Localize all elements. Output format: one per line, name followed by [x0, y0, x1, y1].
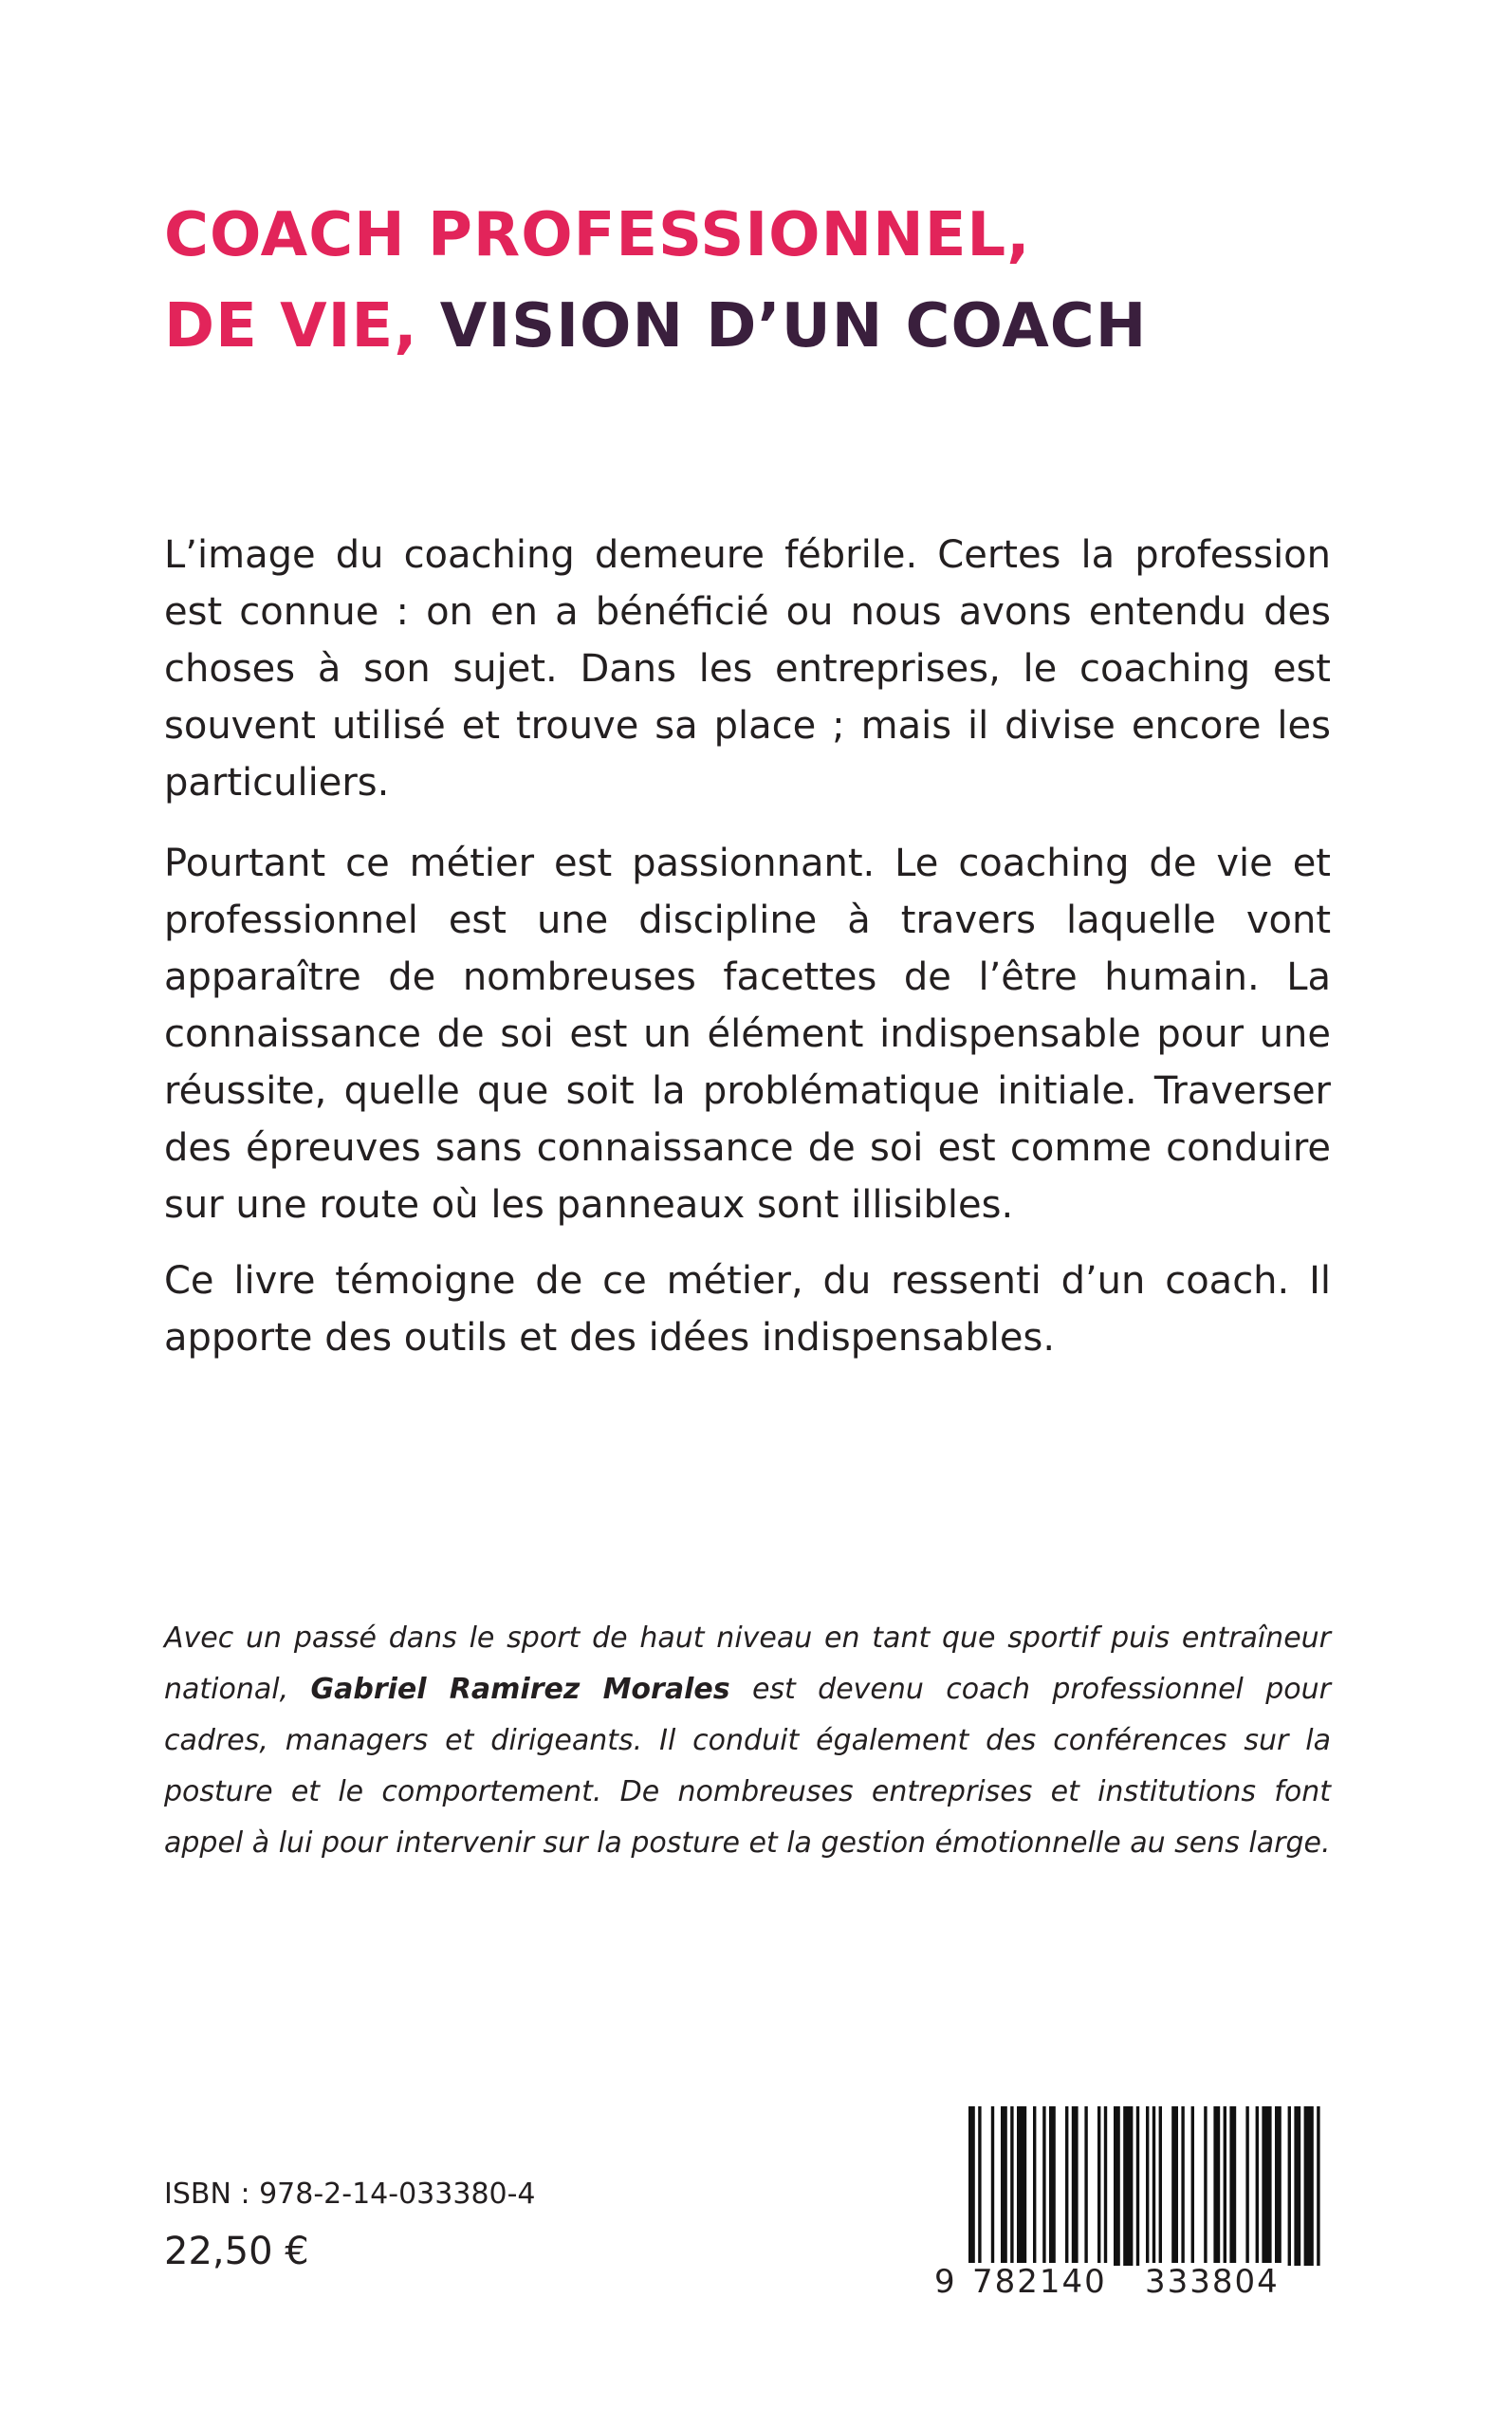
barcode-bar: [1097, 2106, 1100, 2266]
barcode-bar: [1245, 2106, 1248, 2266]
paragraph-2: Pourtant ce métier est passionnant. Le coaching de vie et professionnel est une discipline à travers laquelle vont apparaître de nombreuses facettes de l’être humain. La connaissance de soi est un élément indispensable pour une réussite, quelle que soit la problématique initiale. Traverser des épreuves sans connaissance de soi est comme conduire sur une route où les panneaux sont illisibles.: [164, 842, 1331, 1227]
barcode-bar: [1256, 2106, 1259, 2266]
paragraph-3: Ce livre témoigne de ce métier, du ressenti d’un coach. Il apporte des outils et des idées indispensables.: [164, 1259, 1331, 1360]
book-title: [164, 190, 1147, 372]
title-line-2-pink: DE VIE,: [164, 291, 418, 361]
barcode-bar: [1123, 2106, 1133, 2266]
title-line-2-dark: VISION D’UN COACH: [439, 291, 1148, 361]
barcode-bar: [1294, 2106, 1300, 2266]
barcode-bar: [1181, 2106, 1184, 2266]
price-label: 22,50 €: [164, 2230, 309, 2273]
barcode-bar: [1317, 2106, 1319, 2266]
barcode-bar: [1033, 2106, 1036, 2266]
isbn-label: ISBN : 978-2-14-033380-4: [164, 2177, 536, 2211]
barcode-bar: [1104, 2106, 1107, 2266]
barcode-group-1: 782140: [968, 2263, 1111, 2301]
barcode-bar: [1114, 2106, 1120, 2266]
bio-rest: est devenu coach professionnel pour cadres, managers et dirigeants. Il conduit également des conférences sur la posture et le comportement. De nombreuses entreprises et institutions font appel à lui pour intervenir sur la posture et la gestion émotionnelle au sens large.: [164, 1673, 1332, 1860]
barcode-bar: [1191, 2106, 1194, 2266]
barcode-bar: [1262, 2106, 1271, 2266]
barcode-lead-digit: 9: [934, 2263, 957, 2301]
bio-intro: Avec un passé dans le sport de haut niveau en tant que sportif puis entraîneur national,: [164, 1621, 1331, 1706]
author-name: Gabriel Ramirez Morales: [310, 1673, 730, 1706]
barcode-bar: [1084, 2106, 1087, 2266]
barcode-bar: [1065, 2106, 1068, 2266]
barcode-bar: [1072, 2106, 1079, 2266]
barcode-bar: [1288, 2106, 1291, 2266]
barcode-bar: [1136, 2106, 1139, 2266]
barcode-group-2: 333804: [1141, 2263, 1283, 2301]
barcode-bar: [1042, 2106, 1045, 2266]
barcode-bar: [1171, 2106, 1178, 2266]
barcode-bar: [1001, 2106, 1007, 2266]
barcode-bar: [991, 2106, 994, 2266]
barcode-bar: [1213, 2106, 1220, 2266]
barcode-bar: [1224, 2106, 1226, 2266]
barcode-bar: [1159, 2106, 1162, 2266]
barcode-bar: [1204, 2106, 1207, 2266]
title-line-1: COACH PROFESSIONNEL,: [164, 200, 1031, 270]
barcode-bar: [1275, 2106, 1282, 2266]
barcode-bar: [1010, 2106, 1013, 2266]
author-bio: [164, 1613, 1331, 1869]
barcode-bar: [1049, 2106, 1056, 2266]
barcode-bar: [1304, 2106, 1314, 2266]
barcode-bar: [1229, 2106, 1236, 2266]
paragraph-1: L’image du coaching demeure fébrile. Certes la profession est connue : on en a bénéficié ou nous avons entendu des choses à son sujet. Dans les entreprises, le coaching est souvent utilisé et trouve sa place ; mais il divise encore les particuliers.: [164, 533, 1331, 805]
barcode-bar: [1017, 2106, 1026, 2266]
